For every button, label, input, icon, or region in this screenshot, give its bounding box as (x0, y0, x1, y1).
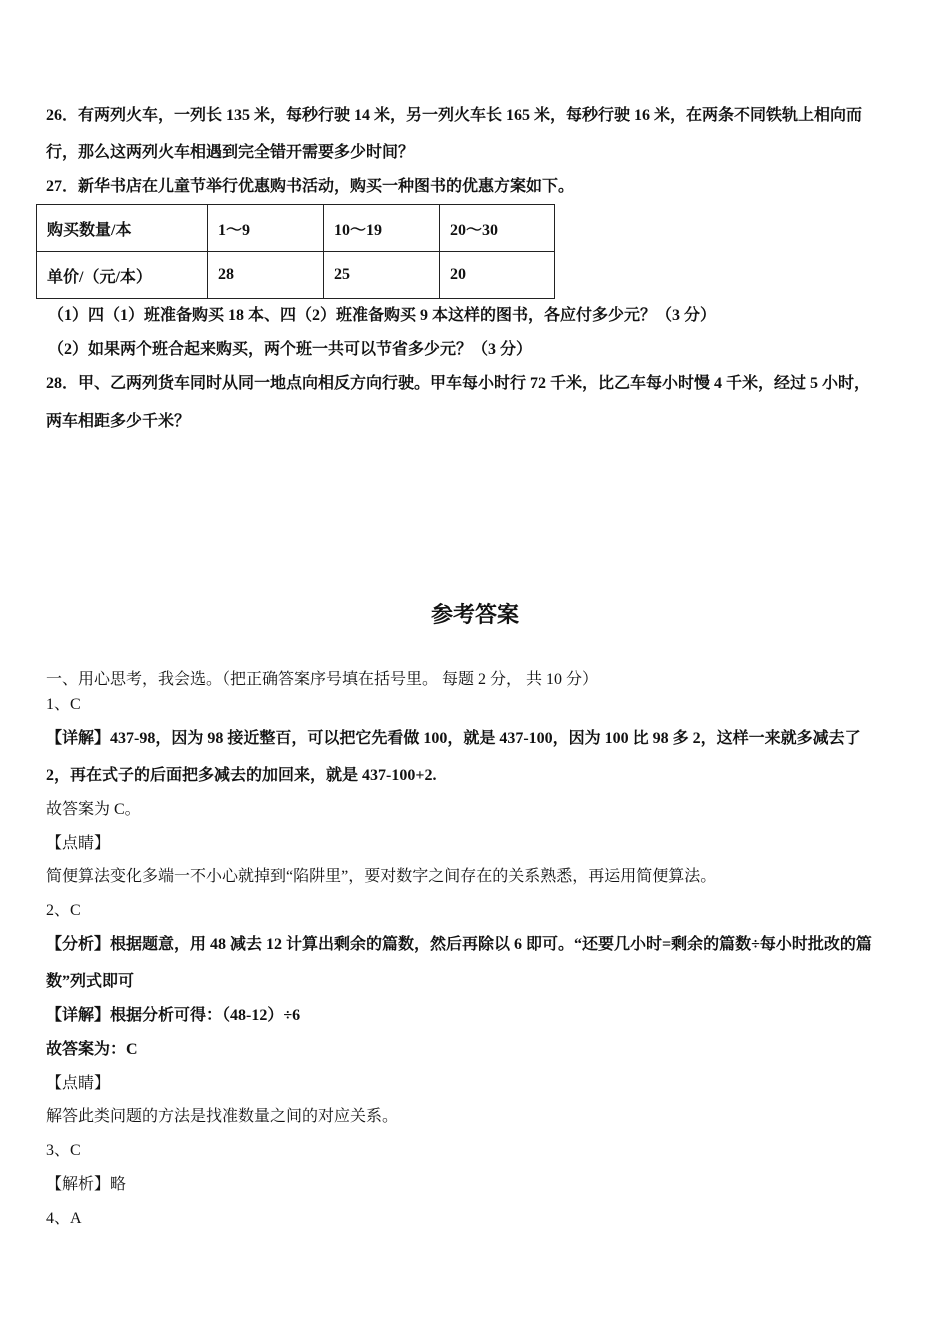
answer-2: 2、C (46, 902, 81, 919)
discount-table (36, 204, 555, 299)
answer-1-note: 简便算法变化多端一不小心就掉到“陷阱里”，要对数字之间存在的关系熟悉，再运用简便算法。 (46, 868, 717, 885)
q28-line-1: 28．甲、乙两列货车同时从同一地点向相反方向行驶。甲车每小时行 72 千米，比乙车每小时慢 4 千米，经过 5 小时， (46, 375, 871, 392)
q26-line-2: 行，那么这两列火车相遇到完全错开需要多少时间？ (46, 144, 415, 161)
table-cell: 10～19 (324, 205, 440, 252)
answer-1-detail-line-2: 2，再在式子的后面把多减去的加回来，就是 437-100+2. (46, 767, 437, 784)
answer-2-analysis-line-1: 【分析】根据题意，用 48 减去 12 计算出剩余的篇数，然后再除以 6 即可。“还要几小时=剩余的篇数÷每小时批改的篇 (46, 936, 872, 953)
table-cell: 1～9 (208, 205, 324, 252)
q26-line-1: 26．有两列火车，一列长 135 米，每秒行驶 14 米，另一列火车长 165 米，每秒行驶 16 米，在两条不同铁轨上相向而 (46, 107, 863, 124)
answer-2-detail: 【详解】根据分析可得：（48-12）÷6 (46, 1007, 301, 1024)
table-row (37, 205, 555, 252)
answer-3-analysis: 【解析】略 (46, 1176, 127, 1193)
answer-1-conclusion: 故答案为 C。 (46, 801, 141, 818)
q28-line-2: 两车相距多少千米？ (46, 413, 191, 430)
answer-1-detail-line-1: 【详解】437-98，因为 98 接近整百，可以把它先看做 100，就是 437-100，因为 100 比 98 多 2，这样一来就多减去了 (46, 730, 861, 747)
table-cell: 20～30 (440, 205, 555, 252)
table-cell: 28 (208, 252, 324, 299)
q27-intro: 27．新华书店在儿童节举行优惠购书活动，购买一种图书的优惠方案如下。 (46, 178, 575, 195)
answer-2-analysis-line-2: 数”列式即可 (46, 973, 135, 990)
answers-heading: 参考答案 (430, 603, 519, 628)
q27-part-2: （2）如果两个班合起来购买，两个班一共可以节省多少元？（3 分） (48, 341, 533, 358)
answer-2-note-label: 【点睛】 (46, 1075, 111, 1092)
q27-part-1: （1）四（1）班准备购买 18 本、四（2）班准备购买 9 本这样的图书，各应付多少元？（3 分） (48, 307, 717, 324)
answer-1-note-label: 【点睛】 (46, 835, 111, 852)
table-cell: 购买数量/本 (37, 205, 208, 252)
answer-2-conclusion: 故答案为：C (46, 1041, 138, 1058)
table-cell: 25 (324, 252, 440, 299)
table-row (37, 252, 555, 299)
answer-4: 4、A (46, 1210, 82, 1227)
answer-2-note: 解答此类问题的方法是找准数量之间的对应关系。 (46, 1108, 399, 1125)
answer-1: 1、C (46, 696, 81, 713)
answer-3: 3、C (46, 1142, 81, 1159)
table-cell: 单价/（元/本） (37, 252, 208, 299)
section-1-title: 一、用心思考，我会选。（把正确答案序号填在括号里。 每题 2 分， 共 10 分） (46, 671, 599, 688)
table-cell: 20 (440, 252, 555, 299)
